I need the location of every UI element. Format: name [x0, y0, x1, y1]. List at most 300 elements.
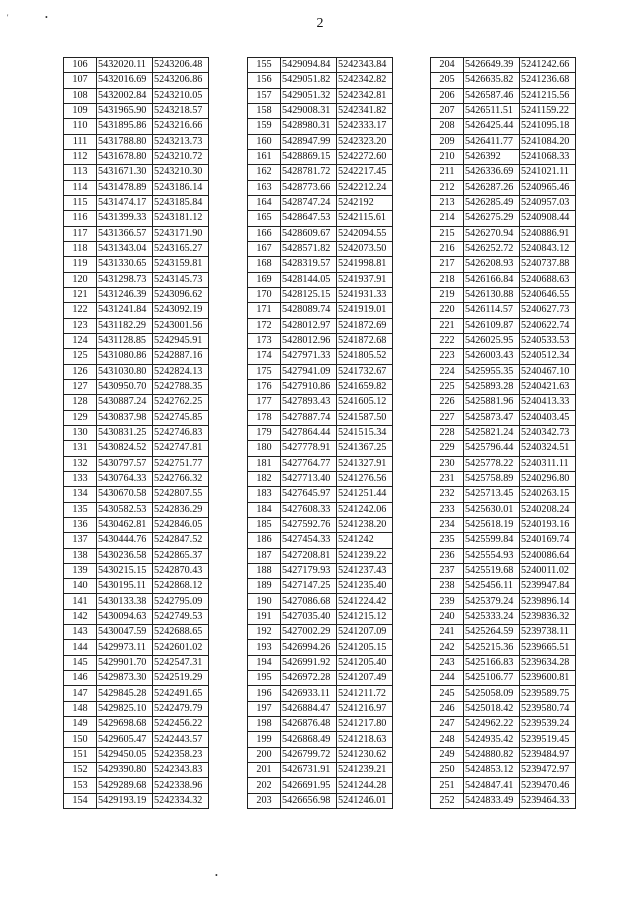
point-number-cell: 175 — [248, 364, 281, 379]
x-coordinate-cell: 5426392 — [464, 149, 520, 164]
y-coordinate-cell: 5242746.83 — [153, 425, 209, 440]
point-number-cell: 173 — [248, 333, 281, 348]
point-number-cell: 155 — [248, 58, 281, 73]
point-number-cell: 130 — [64, 425, 97, 440]
point-number-cell: 167 — [248, 241, 281, 256]
y-coordinate-cell: 5240467.10 — [520, 364, 576, 379]
point-number-cell: 144 — [64, 640, 97, 655]
x-coordinate-cell: 5424880.82 — [464, 747, 520, 762]
point-number-cell: 200 — [248, 747, 281, 762]
point-number-cell: 113 — [64, 165, 97, 180]
x-coordinate-cell: 5425778.22 — [464, 456, 520, 471]
table-row — [431, 257, 576, 272]
table-row — [248, 686, 393, 701]
table-row — [431, 717, 576, 732]
y-coordinate-cell: 5242491.65 — [153, 686, 209, 701]
x-coordinate-cell: 5426336.69 — [464, 165, 520, 180]
table-row — [431, 563, 576, 578]
y-coordinate-cell: 5240512.34 — [520, 349, 576, 364]
point-number-cell: 224 — [431, 364, 464, 379]
x-coordinate-cell: 5431241.84 — [97, 303, 153, 318]
point-number-cell: 196 — [248, 686, 281, 701]
y-coordinate-cell: 5241236.68 — [520, 73, 576, 88]
point-number-cell: 218 — [431, 272, 464, 287]
y-coordinate-cell: 5242749.53 — [153, 609, 209, 624]
table-row — [248, 287, 393, 302]
point-number-cell: 240 — [431, 609, 464, 624]
y-coordinate-cell: 5243213.73 — [153, 134, 209, 149]
y-coordinate-cell: 5240421.63 — [520, 379, 576, 394]
point-number-cell: 220 — [431, 303, 464, 318]
x-coordinate-cell: 5429051.82 — [281, 73, 337, 88]
point-number-cell: 138 — [64, 548, 97, 563]
x-coordinate-cell: 5430831.25 — [97, 425, 153, 440]
y-coordinate-cell: 5241224.42 — [337, 594, 393, 609]
table-row — [431, 180, 576, 195]
y-coordinate-cell: 5240086.64 — [520, 548, 576, 563]
table-row — [248, 134, 393, 149]
table-row — [431, 287, 576, 302]
y-coordinate-cell: 5242847.52 — [153, 533, 209, 548]
x-coordinate-cell: 5431246.39 — [97, 287, 153, 302]
x-coordinate-cell: 5429873.30 — [97, 671, 153, 686]
point-number-cell: 229 — [431, 441, 464, 456]
y-coordinate-cell: 5239539.24 — [520, 717, 576, 732]
point-number-cell: 243 — [431, 655, 464, 670]
y-coordinate-cell: 5241235.40 — [337, 579, 393, 594]
y-coordinate-cell: 5240627.73 — [520, 303, 576, 318]
x-coordinate-cell: 5427179.93 — [281, 563, 337, 578]
point-number-cell: 251 — [431, 778, 464, 793]
table-row — [248, 533, 393, 548]
y-coordinate-cell: 5242751.77 — [153, 456, 209, 471]
point-number-cell: 176 — [248, 379, 281, 394]
point-number-cell: 128 — [64, 395, 97, 410]
point-number-cell: 160 — [248, 134, 281, 149]
x-coordinate-cell: 5431128.85 — [97, 333, 153, 348]
point-number-cell: 237 — [431, 563, 464, 578]
y-coordinate-cell: 5243001.56 — [153, 318, 209, 333]
point-number-cell: 199 — [248, 732, 281, 747]
y-coordinate-cell: 5241207.09 — [337, 625, 393, 640]
table-row — [64, 594, 209, 609]
x-coordinate-cell: 5425630.01 — [464, 502, 520, 517]
table-row — [248, 318, 393, 333]
table-row — [431, 533, 576, 548]
point-number-cell: 153 — [64, 778, 97, 793]
point-number-cell: 109 — [64, 103, 97, 118]
point-number-cell: 127 — [64, 379, 97, 394]
table-row — [431, 732, 576, 747]
y-coordinate-cell: 5241216.97 — [337, 701, 393, 716]
x-coordinate-cell: 5427608.33 — [281, 502, 337, 517]
point-number-cell: 149 — [64, 717, 97, 732]
y-coordinate-cell: 5240403.45 — [520, 410, 576, 425]
point-number-cell: 166 — [248, 226, 281, 241]
table-row — [248, 640, 393, 655]
x-coordinate-cell: 5426003.43 — [464, 349, 520, 364]
table-row — [64, 640, 209, 655]
table-row — [248, 763, 393, 778]
table-row — [248, 548, 393, 563]
x-coordinate-cell: 5427645.97 — [281, 487, 337, 502]
point-number-cell: 214 — [431, 211, 464, 226]
y-coordinate-cell: 5241998.81 — [337, 257, 393, 272]
table-row — [248, 58, 393, 73]
point-number-cell: 114 — [64, 180, 97, 195]
point-number-cell: 119 — [64, 257, 97, 272]
y-coordinate-cell: 5242846.05 — [153, 517, 209, 532]
x-coordinate-cell: 5429051.32 — [281, 88, 337, 103]
x-coordinate-cell: 5425215.36 — [464, 640, 520, 655]
point-number-cell: 152 — [64, 763, 97, 778]
y-coordinate-cell: 5243210.30 — [153, 165, 209, 180]
table-row — [64, 533, 209, 548]
table-row — [64, 686, 209, 701]
x-coordinate-cell: 5432020.11 — [97, 58, 153, 73]
point-number-cell: 154 — [64, 793, 97, 808]
table-row — [431, 548, 576, 563]
table-row — [64, 134, 209, 149]
y-coordinate-cell: 5240011.02 — [520, 563, 576, 578]
scan-speck: • — [215, 871, 218, 880]
point-number-cell: 126 — [64, 364, 97, 379]
x-coordinate-cell: 5427778.91 — [281, 441, 337, 456]
point-number-cell: 204 — [431, 58, 464, 73]
y-coordinate-cell: 5241239.21 — [337, 763, 393, 778]
point-number-cell: 162 — [248, 165, 281, 180]
table-row — [64, 88, 209, 103]
x-coordinate-cell: 5424847.41 — [464, 778, 520, 793]
x-coordinate-cell: 5426691.95 — [281, 778, 337, 793]
table-row — [248, 747, 393, 762]
table-row — [248, 609, 393, 624]
point-number-cell: 187 — [248, 548, 281, 563]
point-number-cell: 234 — [431, 517, 464, 532]
x-coordinate-cell: 5429450.05 — [97, 747, 153, 762]
x-coordinate-cell: 5426991.92 — [281, 655, 337, 670]
y-coordinate-cell: 5242745.85 — [153, 410, 209, 425]
y-coordinate-cell: 5243145.73 — [153, 272, 209, 287]
y-coordinate-cell: 5241230.62 — [337, 747, 393, 762]
point-number-cell: 125 — [64, 349, 97, 364]
point-number-cell: 205 — [431, 73, 464, 88]
x-coordinate-cell: 5425166.83 — [464, 655, 520, 670]
table-row — [431, 333, 576, 348]
x-coordinate-cell: 5424935.42 — [464, 732, 520, 747]
y-coordinate-cell: 5241021.11 — [520, 165, 576, 180]
y-coordinate-cell: 5241084.20 — [520, 134, 576, 149]
x-coordinate-cell: 5431474.17 — [97, 195, 153, 210]
point-number-cell: 235 — [431, 533, 464, 548]
table-row — [431, 441, 576, 456]
table-row — [64, 517, 209, 532]
point-number-cell: 124 — [64, 333, 97, 348]
y-coordinate-cell: 5241587.50 — [337, 410, 393, 425]
x-coordinate-cell: 5426635.82 — [464, 73, 520, 88]
x-coordinate-cell: 5426587.46 — [464, 88, 520, 103]
x-coordinate-cell: 5429289.68 — [97, 778, 153, 793]
point-number-cell: 233 — [431, 502, 464, 517]
x-coordinate-cell: 5427035.40 — [281, 609, 337, 624]
y-coordinate-cell: 5243181.12 — [153, 211, 209, 226]
table-row — [64, 149, 209, 164]
y-coordinate-cell: 5240324.51 — [520, 441, 576, 456]
table-row — [431, 103, 576, 118]
y-coordinate-cell: 5242343.83 — [153, 763, 209, 778]
point-number-cell: 210 — [431, 149, 464, 164]
y-coordinate-cell: 5239600.81 — [520, 671, 576, 686]
x-coordinate-cell: 5426972.28 — [281, 671, 337, 686]
x-coordinate-cell: 5428747.24 — [281, 195, 337, 210]
table-row — [431, 364, 576, 379]
table-row — [64, 180, 209, 195]
x-coordinate-cell: 5428571.82 — [281, 241, 337, 256]
x-coordinate-cell: 5431965.90 — [97, 103, 153, 118]
table-row — [431, 763, 576, 778]
page-number: 2 — [316, 16, 324, 31]
y-coordinate-cell: 5240965.46 — [520, 180, 576, 195]
point-number-cell: 241 — [431, 625, 464, 640]
point-number-cell: 168 — [248, 257, 281, 272]
table-row — [64, 257, 209, 272]
table-row — [64, 502, 209, 517]
table-row — [431, 272, 576, 287]
y-coordinate-cell: 5242945.91 — [153, 333, 209, 348]
x-coordinate-cell: 5428319.57 — [281, 257, 337, 272]
table-row — [431, 58, 576, 73]
point-number-cell: 238 — [431, 579, 464, 594]
x-coordinate-cell: 5425796.44 — [464, 441, 520, 456]
table-row — [248, 364, 393, 379]
point-number-cell: 249 — [431, 747, 464, 762]
y-coordinate-cell: 5241805.52 — [337, 349, 393, 364]
point-number-cell: 161 — [248, 149, 281, 164]
table-row — [64, 425, 209, 440]
y-coordinate-cell: 5242547.31 — [153, 655, 209, 670]
table-row — [431, 701, 576, 716]
point-number-cell: 122 — [64, 303, 97, 318]
y-coordinate-cell: 5239472.97 — [520, 763, 576, 778]
point-number-cell: 228 — [431, 425, 464, 440]
x-coordinate-cell: 5427887.74 — [281, 410, 337, 425]
table-row — [248, 349, 393, 364]
y-coordinate-cell: 5241095.18 — [520, 119, 576, 134]
table-row — [248, 487, 393, 502]
x-coordinate-cell: 5428647.53 — [281, 211, 337, 226]
point-number-cell: 246 — [431, 701, 464, 716]
x-coordinate-cell: 5428012.97 — [281, 318, 337, 333]
table-row — [64, 579, 209, 594]
x-coordinate-cell: 5426731.91 — [281, 763, 337, 778]
x-coordinate-cell: 5427893.43 — [281, 395, 337, 410]
point-number-cell: 177 — [248, 395, 281, 410]
y-coordinate-cell: 5239738.11 — [520, 625, 576, 640]
y-coordinate-cell: 5241205.40 — [337, 655, 393, 670]
x-coordinate-cell: 5428144.05 — [281, 272, 337, 287]
y-coordinate-cell: 5242094.55 — [337, 226, 393, 241]
point-number-cell: 222 — [431, 333, 464, 348]
y-coordinate-cell: 5240169.74 — [520, 533, 576, 548]
table-row — [431, 195, 576, 210]
table-row — [431, 318, 576, 333]
table-row — [64, 303, 209, 318]
point-number-cell: 116 — [64, 211, 97, 226]
point-number-cell: 226 — [431, 395, 464, 410]
point-number-cell: 108 — [64, 88, 97, 103]
y-coordinate-cell: 5242795.09 — [153, 594, 209, 609]
table-row — [431, 410, 576, 425]
x-coordinate-cell: 5425599.84 — [464, 533, 520, 548]
point-number-cell: 139 — [64, 563, 97, 578]
point-number-cell: 136 — [64, 517, 97, 532]
point-number-cell: 191 — [248, 609, 281, 624]
table-row — [64, 73, 209, 88]
point-number-cell: 156 — [248, 73, 281, 88]
x-coordinate-cell: 5425554.93 — [464, 548, 520, 563]
table-row — [431, 517, 576, 532]
table-row — [64, 119, 209, 134]
point-number-cell: 188 — [248, 563, 281, 578]
point-number-cell: 164 — [248, 195, 281, 210]
y-coordinate-cell: 5241242 — [337, 533, 393, 548]
y-coordinate-cell: 5241276.56 — [337, 471, 393, 486]
x-coordinate-cell: 5425018.42 — [464, 701, 520, 716]
y-coordinate-cell: 5241237.43 — [337, 563, 393, 578]
x-coordinate-cell: 5431080.86 — [97, 349, 153, 364]
y-coordinate-cell: 5241872.68 — [337, 333, 393, 348]
x-coordinate-cell: 5426285.49 — [464, 195, 520, 210]
table-row — [248, 471, 393, 486]
point-number-cell: 157 — [248, 88, 281, 103]
x-coordinate-cell: 5431671.30 — [97, 165, 153, 180]
table-row — [248, 625, 393, 640]
x-coordinate-cell: 5427971.33 — [281, 349, 337, 364]
table-row — [64, 671, 209, 686]
table-row — [431, 640, 576, 655]
y-coordinate-cell: 5243159.81 — [153, 257, 209, 272]
x-coordinate-cell: 5429193.19 — [97, 793, 153, 808]
y-coordinate-cell: 5241931.33 — [337, 287, 393, 302]
point-number-cell: 213 — [431, 195, 464, 210]
table-row — [431, 134, 576, 149]
y-coordinate-cell: 5242192 — [337, 195, 393, 210]
point-number-cell: 180 — [248, 441, 281, 456]
table-row — [248, 778, 393, 793]
y-coordinate-cell: 5239519.45 — [520, 732, 576, 747]
table-row — [64, 763, 209, 778]
point-number-cell: 146 — [64, 671, 97, 686]
point-number-cell: 242 — [431, 640, 464, 655]
table-row — [248, 195, 393, 210]
point-number-cell: 129 — [64, 410, 97, 425]
y-coordinate-cell: 5242456.22 — [153, 717, 209, 732]
point-number-cell: 163 — [248, 180, 281, 195]
x-coordinate-cell: 5428125.15 — [281, 287, 337, 302]
table-row — [431, 165, 576, 180]
y-coordinate-cell: 5241242.66 — [520, 58, 576, 73]
x-coordinate-cell: 5426114.57 — [464, 303, 520, 318]
x-coordinate-cell: 5428089.74 — [281, 303, 337, 318]
x-coordinate-cell: 5429605.47 — [97, 732, 153, 747]
x-coordinate-cell: 5427002.29 — [281, 625, 337, 640]
x-coordinate-cell: 5426208.93 — [464, 257, 520, 272]
x-coordinate-cell: 5426511.51 — [464, 103, 520, 118]
x-coordinate-cell: 5426411.77 — [464, 134, 520, 149]
y-coordinate-cell: 5241211.72 — [337, 686, 393, 701]
table-row — [64, 609, 209, 624]
point-number-cell: 193 — [248, 640, 281, 655]
y-coordinate-cell: 5241205.15 — [337, 640, 393, 655]
x-coordinate-cell: 5428947.99 — [281, 134, 337, 149]
point-number-cell: 208 — [431, 119, 464, 134]
y-coordinate-cell: 5242824.13 — [153, 364, 209, 379]
y-coordinate-cell: 5242870.43 — [153, 563, 209, 578]
x-coordinate-cell: 5431678.80 — [97, 149, 153, 164]
x-coordinate-cell: 5426109.87 — [464, 318, 520, 333]
x-coordinate-cell: 5427713.40 — [281, 471, 337, 486]
y-coordinate-cell: 5242342.82 — [337, 73, 393, 88]
point-number-cell: 120 — [64, 272, 97, 287]
table-row — [248, 410, 393, 425]
table-row — [64, 732, 209, 747]
x-coordinate-cell: 5432002.84 — [97, 88, 153, 103]
table-row — [248, 165, 393, 180]
y-coordinate-cell: 5242115.61 — [337, 211, 393, 226]
coordinates-table-1 — [63, 57, 209, 809]
point-number-cell: 106 — [64, 58, 97, 73]
x-coordinate-cell: 5432016.69 — [97, 73, 153, 88]
y-coordinate-cell: 5242788.35 — [153, 379, 209, 394]
point-number-cell: 197 — [248, 701, 281, 716]
point-number-cell: 247 — [431, 717, 464, 732]
x-coordinate-cell: 5427592.76 — [281, 517, 337, 532]
y-coordinate-cell: 5241937.91 — [337, 272, 393, 287]
y-coordinate-cell: 5243206.86 — [153, 73, 209, 88]
point-number-cell: 148 — [64, 701, 97, 716]
y-coordinate-cell: 5241515.34 — [337, 425, 393, 440]
x-coordinate-cell: 5431478.89 — [97, 180, 153, 195]
point-number-cell: 159 — [248, 119, 281, 134]
x-coordinate-cell: 5426656.98 — [281, 793, 337, 808]
table-row — [248, 441, 393, 456]
point-number-cell: 147 — [64, 686, 97, 701]
y-coordinate-cell: 5240688.63 — [520, 272, 576, 287]
y-coordinate-cell: 5241215.56 — [520, 88, 576, 103]
x-coordinate-cell: 5426270.94 — [464, 226, 520, 241]
y-coordinate-cell: 5241732.67 — [337, 364, 393, 379]
y-coordinate-cell: 5243096.62 — [153, 287, 209, 302]
x-coordinate-cell: 5428609.67 — [281, 226, 337, 241]
x-coordinate-cell: 5424962.22 — [464, 717, 520, 732]
table-row — [248, 119, 393, 134]
y-coordinate-cell: 5242887.16 — [153, 349, 209, 364]
point-number-cell: 194 — [248, 655, 281, 670]
x-coordinate-cell: 5429390.80 — [97, 763, 153, 778]
x-coordinate-cell: 5426884.47 — [281, 701, 337, 716]
table-row — [64, 226, 209, 241]
table-row — [431, 625, 576, 640]
table-row — [64, 349, 209, 364]
x-coordinate-cell: 5430670.58 — [97, 487, 153, 502]
x-coordinate-cell: 5429973.11 — [97, 640, 153, 655]
table-row — [64, 211, 209, 226]
table-row — [431, 579, 576, 594]
x-coordinate-cell: 5425058.09 — [464, 686, 520, 701]
y-coordinate-cell: 5240646.55 — [520, 287, 576, 302]
table-row — [431, 686, 576, 701]
point-number-cell: 137 — [64, 533, 97, 548]
